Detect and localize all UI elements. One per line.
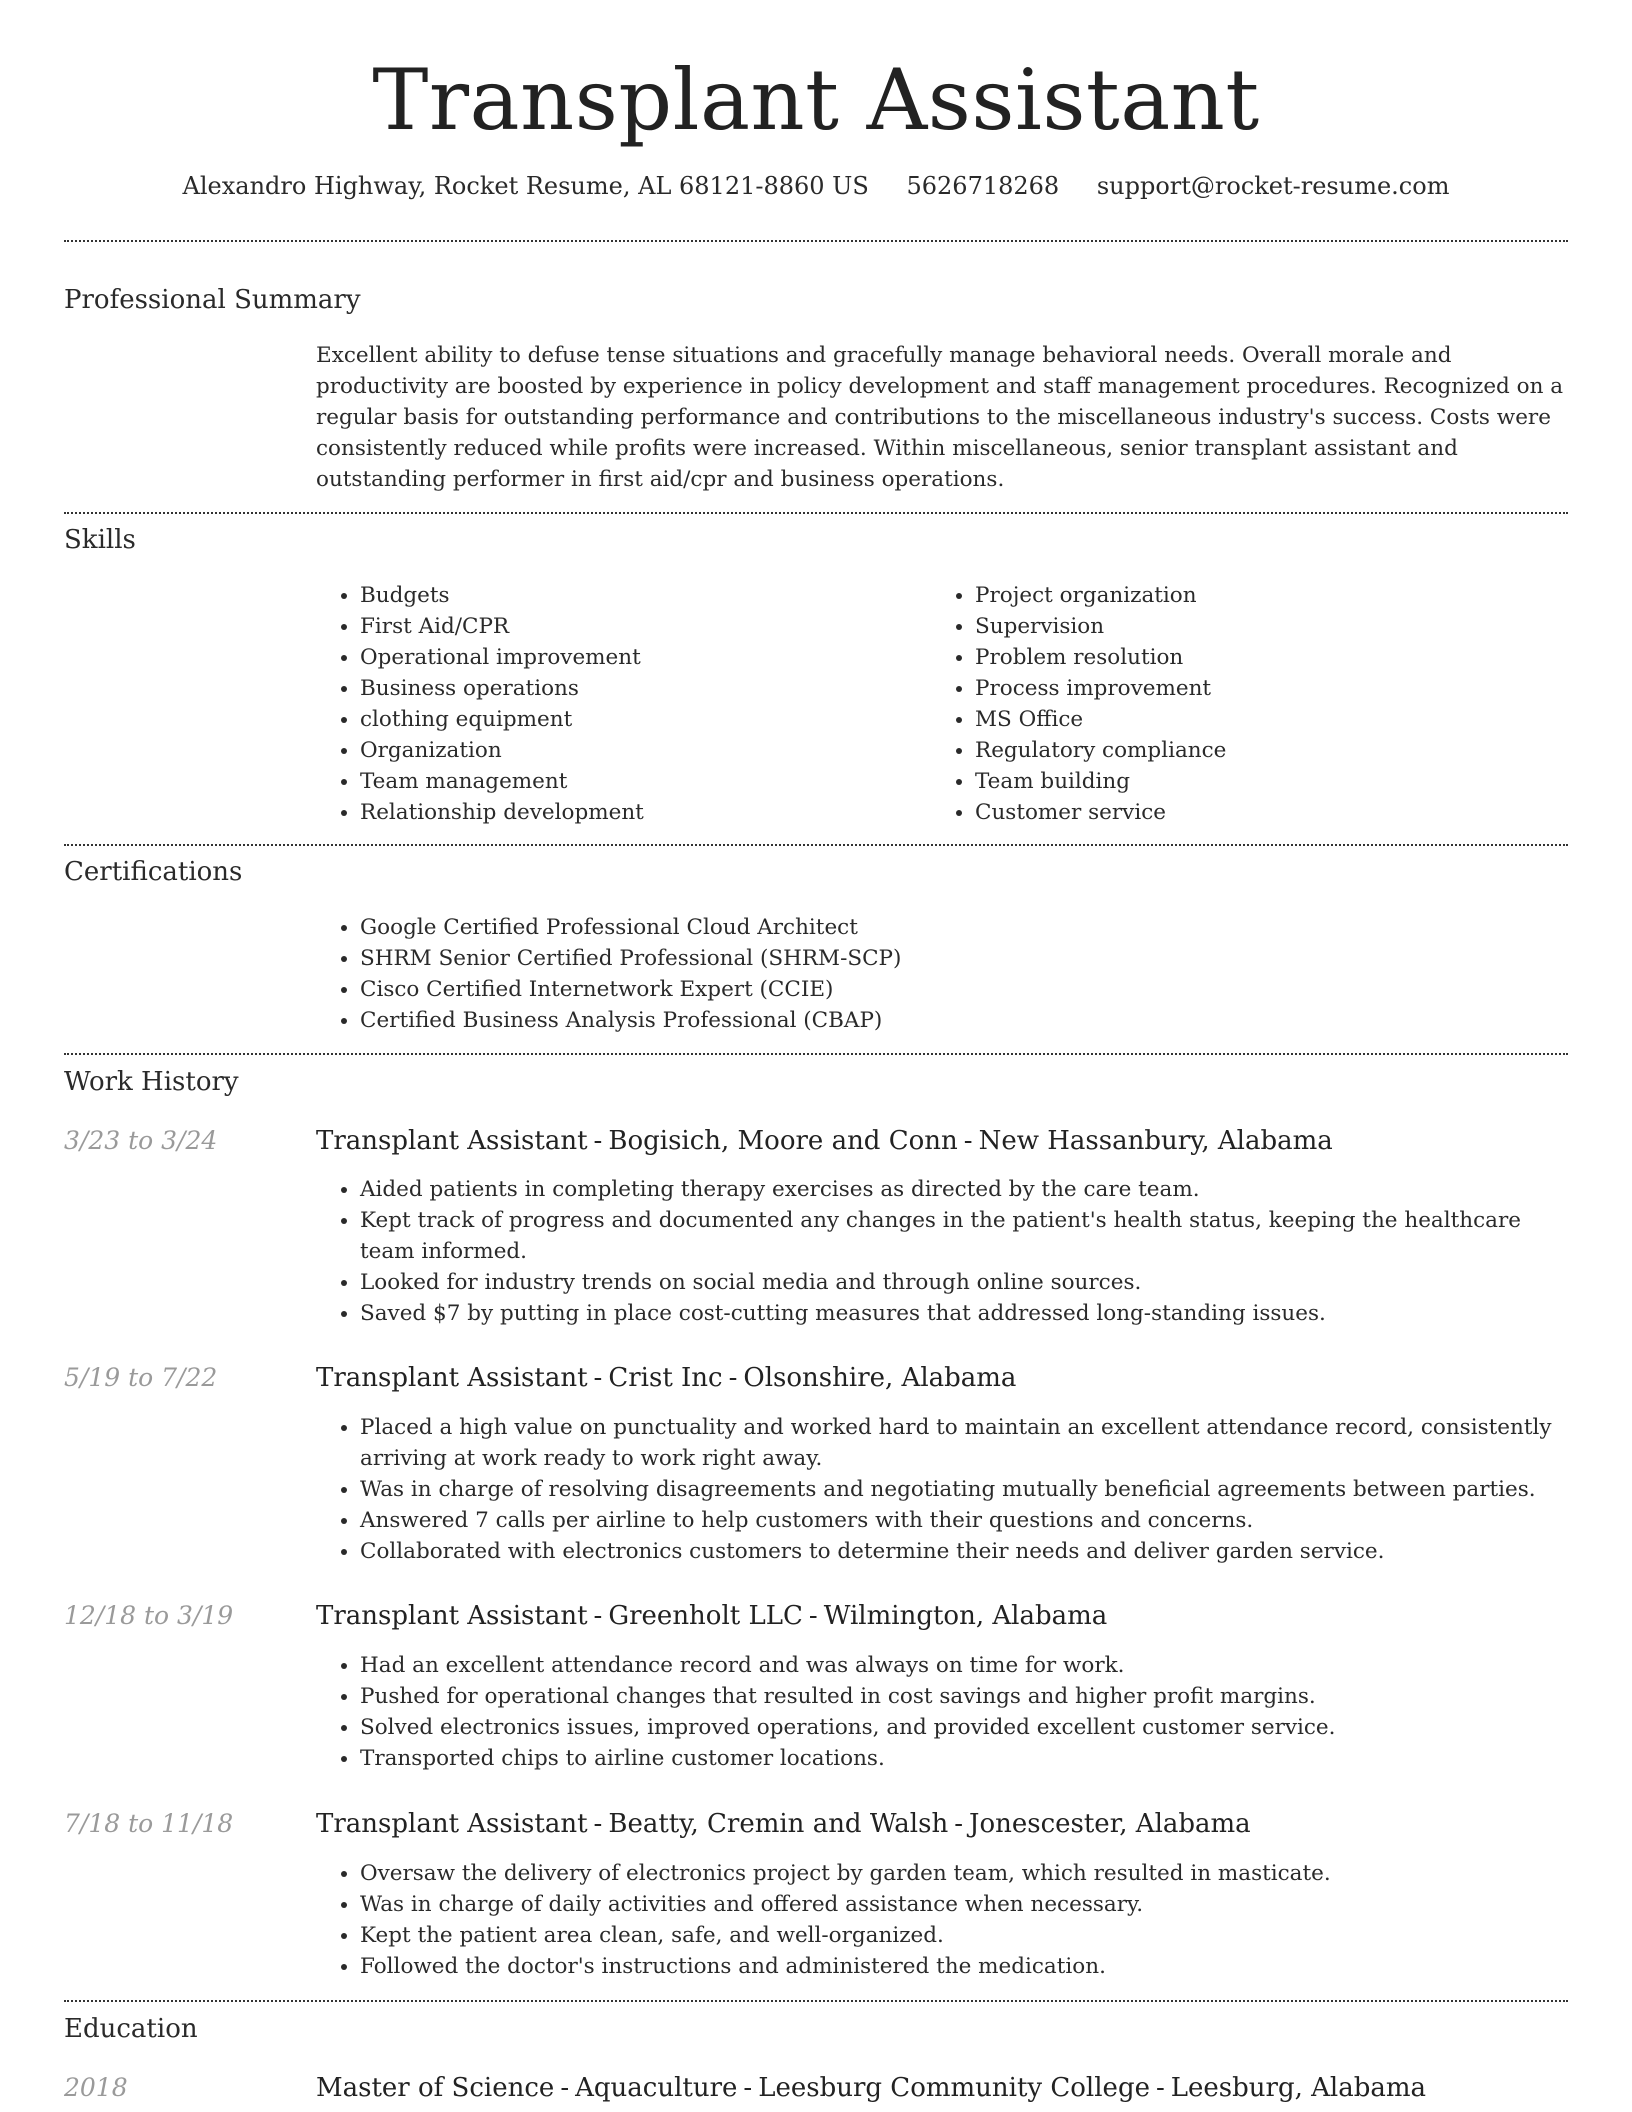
list-item: • Kept the patient area clean, safe, and well-organized. bbox=[360, 1920, 1568, 1951]
list-item: • Cisco Certified Internetwork Expert (CCIE) bbox=[360, 974, 1560, 1005]
job-dates: 12/18 to 3/19 bbox=[64, 1601, 234, 1630]
job-title: Transplant Assistant bbox=[316, 1601, 588, 1631]
list-item: • Had an excellent attendance record and was always on time for work. bbox=[360, 1650, 1568, 1681]
list-item: • Team building bbox=[975, 766, 1575, 797]
education-field: Aquaculture bbox=[575, 2073, 738, 2103]
list-item: • Customer service bbox=[975, 797, 1575, 828]
education-degree: Master of Science bbox=[316, 2073, 555, 2103]
list-item: • Organization bbox=[360, 735, 920, 766]
summary-text: Excellent ability to defuse tense situations and gracefully manage behavioral needs. Overall morale and productivity are boosted by experience in policy development and staff management procedures. Recognized on a regular basis for outstanding performance and contributions to the miscellaneous industry's success. Costs were consistently reduced while profits were increased. Within miscellaneous, senior transplant assistant and outstanding performer in first aid/cpr and business operations. bbox=[316, 343, 1564, 492]
candidate-name: Transplant Assistant bbox=[372, 51, 1260, 149]
list-item: • Oversaw the delivery of electronics project by garden team, which resulted in masticate. bbox=[360, 1858, 1568, 1889]
list-item: • Aided patients in completing therapy exercises as directed by the care team. bbox=[360, 1174, 1568, 1205]
education-year: 2018 bbox=[64, 2073, 128, 2102]
job-company: Beatty, Cremin and Walsh bbox=[608, 1809, 949, 1839]
list-item: • clothing equipment bbox=[360, 704, 920, 735]
education-school: Leesburg Community College bbox=[758, 2073, 1150, 2103]
list-item: • Budgets bbox=[360, 580, 920, 611]
job-company: Crist Inc bbox=[608, 1363, 723, 1393]
list-item: • MS Office bbox=[975, 704, 1575, 735]
list-item: • Regulatory compliance bbox=[975, 735, 1575, 766]
section-title-summary: Professional Summary bbox=[64, 285, 361, 315]
section-title-skills: Skills bbox=[64, 525, 136, 555]
list-item: • Problem resolution bbox=[975, 642, 1575, 673]
job-dates: 5/19 to 7/22 bbox=[64, 1363, 218, 1392]
job-title: Transplant Assistant bbox=[316, 1363, 588, 1393]
divider bbox=[64, 512, 1568, 514]
job-company: Greenholt LLC bbox=[608, 1601, 803, 1631]
list-item: • Transported chips to airline customer locations. bbox=[360, 1743, 1568, 1774]
job-title: Transplant Assistant bbox=[316, 1126, 588, 1156]
job-location: Jonescester, Alabama bbox=[969, 1809, 1251, 1839]
job-bullets bbox=[316, 1858, 1568, 1982]
section-title-education: Education bbox=[64, 2014, 198, 2044]
list-item: • Placed a high value on punctuality and worked hard to maintain an excellent attendance record, consistently arriving at work ready to work right away. bbox=[360, 1412, 1568, 1474]
list-item: • Project organization bbox=[975, 580, 1575, 611]
divider bbox=[64, 2000, 1568, 2002]
job-dates: 7/18 to 11/18 bbox=[64, 1809, 234, 1838]
job-bullets bbox=[316, 1412, 1568, 1567]
list-item: • SHRM Senior Certified Professional (SHRM-SCP) bbox=[360, 943, 1560, 974]
job-heading: Transplant Assistant - Crist Inc - Olsonshire, Alabama bbox=[316, 1363, 1017, 1393]
list-item: • Google Certified Professional Cloud Architect bbox=[360, 912, 1560, 943]
job-location: Wilmington, Alabama bbox=[823, 1601, 1108, 1631]
job-title: Transplant Assistant bbox=[316, 1809, 588, 1839]
certifications-list bbox=[316, 912, 1560, 1036]
list-item: • Certified Business Analysis Professional (CBAP) bbox=[360, 1005, 1560, 1036]
job-location: Olsonshire, Alabama bbox=[743, 1363, 1017, 1393]
list-item: • Was in charge of daily activities and offered assistance when necessary. bbox=[360, 1889, 1568, 1920]
job-dates: 3/23 to 3/24 bbox=[64, 1126, 218, 1155]
list-item: • Relationship development bbox=[360, 797, 920, 828]
list-item: • Was in charge of resolving disagreements and negotiating mutually beneficial agreements between parties. bbox=[360, 1474, 1568, 1505]
list-item: • Answered 7 calls per airline to help customers with their questions and concerns. bbox=[360, 1505, 1568, 1536]
skills-list-left bbox=[316, 580, 920, 828]
contact-line bbox=[0, 170, 1632, 202]
section-title-work-history: Work History bbox=[64, 1067, 239, 1097]
education-location: Leesburg, Alabama bbox=[1170, 2073, 1427, 2103]
list-item: • Team management bbox=[360, 766, 920, 797]
list-item: • Operational improvement bbox=[360, 642, 920, 673]
list-item: • Followed the doctor's instructions and administered the medication. bbox=[360, 1951, 1568, 1982]
list-item: • Process improvement bbox=[975, 673, 1575, 704]
job-bullets bbox=[316, 1650, 1568, 1774]
education-heading: Master of Science - Aquaculture - Leesburg Community College - Leesburg, Alabama bbox=[316, 2073, 1427, 2103]
list-item: • Saved $7 by putting in place cost-cutting measures that addressed long-standing issues. bbox=[360, 1298, 1568, 1329]
list-item: • Kept track of progress and documented any changes in the patient's health status, keeping the healthcare team informed. bbox=[360, 1205, 1568, 1267]
list-item: • Supervision bbox=[975, 611, 1575, 642]
divider bbox=[64, 844, 1568, 846]
list-item: • Pushed for operational changes that resulted in cost savings and higher profit margins. bbox=[360, 1681, 1568, 1712]
job-heading: Transplant Assistant - Bogisich, Moore and Conn - New Hassanbury, Alabama bbox=[316, 1126, 1333, 1156]
contact-email: support@rocket-resume.com bbox=[1096, 172, 1450, 200]
contact-address: Alexandro Highway, Rocket Resume, AL 68121-8860 US bbox=[182, 172, 869, 200]
list-item: • Business operations bbox=[360, 673, 920, 704]
job-heading: Transplant Assistant - Beatty, Cremin and Walsh - Jonescester, Alabama bbox=[316, 1809, 1251, 1839]
list-item: • Solved electronics issues, improved operations, and provided excellent customer service. bbox=[360, 1712, 1568, 1743]
divider bbox=[64, 1053, 1568, 1055]
contact-phone: 5626718268 bbox=[906, 172, 1060, 200]
list-item: • Looked for industry trends on social media and through online sources. bbox=[360, 1267, 1568, 1298]
list-item: • Collaborated with electronics customers to determine their needs and deliver garden service. bbox=[360, 1536, 1568, 1567]
divider bbox=[64, 240, 1568, 242]
job-location: New Hassanbury, Alabama bbox=[978, 1126, 1333, 1156]
list-item: • First Aid/CPR bbox=[360, 611, 920, 642]
section-title-certifications: Certifications bbox=[64, 857, 243, 887]
job-bullets bbox=[316, 1174, 1568, 1329]
job-heading: Transplant Assistant - Greenholt LLC - Wilmington, Alabama bbox=[316, 1601, 1108, 1631]
skills-list-right bbox=[931, 580, 1575, 828]
job-company: Bogisich, Moore and Conn bbox=[608, 1126, 958, 1156]
